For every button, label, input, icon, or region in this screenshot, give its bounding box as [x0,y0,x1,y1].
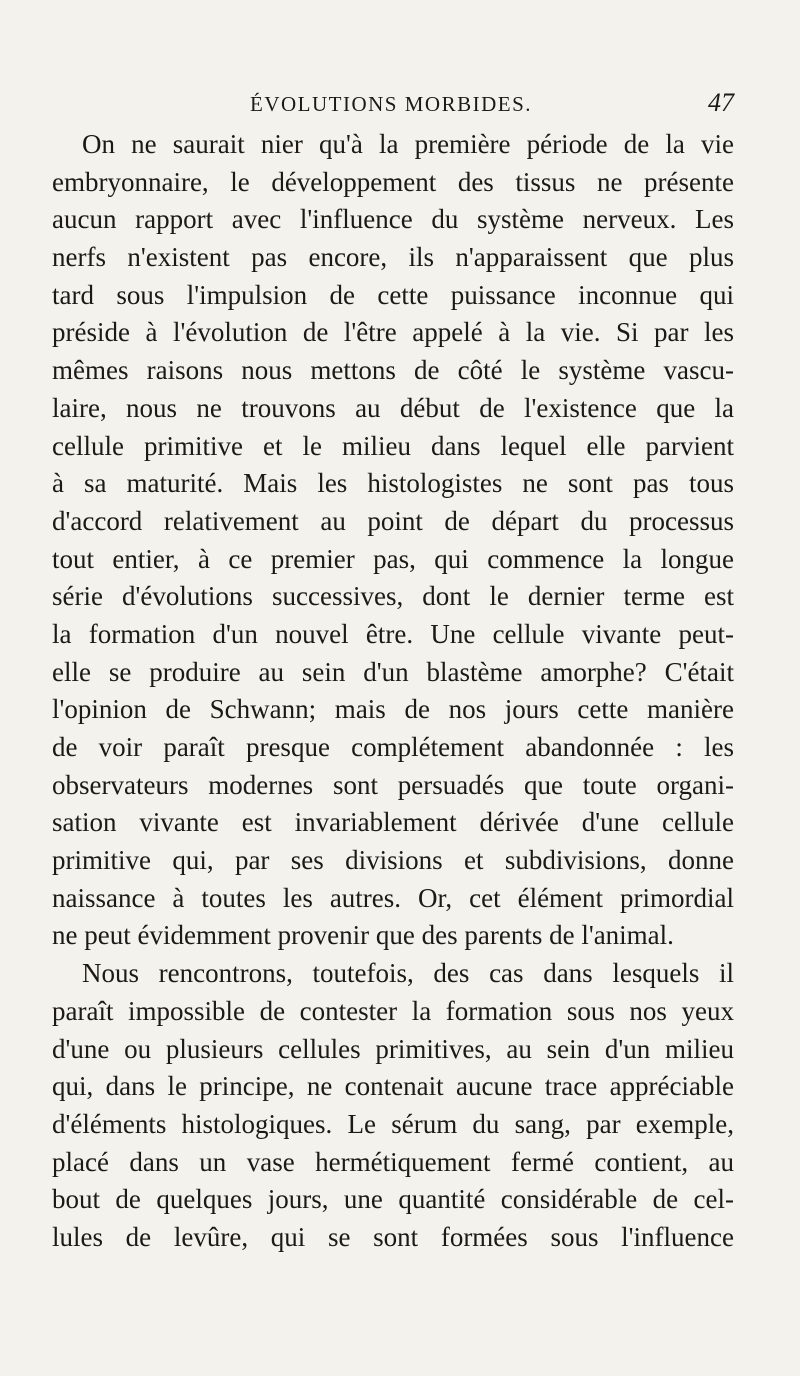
text-line: observateurs modernes sont persuadés que toute organi- [52,769,734,800]
text-line: sation vivante est invariablement dérivée d'une cellule [52,807,734,838]
text-line: elle se produire au sein d'un blastème amorphe? C'était [52,656,734,687]
text-line: nerfs n'existent pas encore, ils n'apparaissent que plus [52,242,734,273]
running-title: ÉVOLUTIONS MORBIDES. [250,92,532,116]
text-line: Nous rencontrons, toutefois, des cas dans lesquels il [82,958,734,989]
text-line: naissance à toutes les autres. Or, cet élément primordial [52,882,734,913]
text-line: tout entier, à ce premier pas, qui commence la longue [52,543,734,574]
text-line: bout de quelques jours, une quantité considérable de cel- [52,1184,734,1215]
text-line: mêmes raisons nous mettons de côté le système vascu- [52,355,734,386]
text-line: lules de levûre, qui se sont formées sous l'influence [52,1221,734,1252]
body-text [52,126,734,1257]
text-line: tard sous l'impulsion de cette puissance inconnue qui [52,279,734,310]
text-line: ne peut évidemment provenir que des parents de l'animal. [52,920,674,951]
text-line: l'opinion de Schwann; mais de nos jours cette manière [52,694,734,725]
text-line: d'accord relativement au point de départ du processus [52,505,734,536]
text-line: préside à l'évolution de l'être appelé à la vie. Si par les [52,317,734,348]
running-head [48,88,734,124]
text-line: cellule primitive et le milieu dans lequel elle parvient [52,430,734,461]
text-line: à sa maturité. Mais les histologistes ne sont pas tous [52,468,734,499]
text-line: embryonnaire, le développement des tissus ne présente [52,166,734,197]
text-line: laire, nous ne trouvons au début de l'existence que la [52,392,734,423]
text-line: la formation d'un nouvel être. Une cellule vivante peut- [52,618,734,649]
text-line: de voir paraît presque complétement abandonnée : les [52,732,734,762]
text-line: d'une ou plusieurs cellules primitives, au sein d'un milieu [52,1033,734,1064]
text-line: aucun rapport avec l'influence du système nerveux. Les [52,204,734,235]
text-line: On ne saurait nier qu'à la première période de la vie [82,129,734,159]
text-line: primitive qui, par ses divisions et subdivisions, donne [52,845,734,876]
text-line: série d'évolutions successives, dont le dernier terme est [52,581,734,612]
text-line: d'éléments histologiques. Le sérum du sang, par exemple, [52,1108,734,1139]
text-line: placé dans un vase hermétiquement fermé contient, au [52,1146,734,1177]
page-number: 47 [708,88,734,117]
text-line: qui, dans le principe, ne contenait aucune trace appréciable [52,1071,734,1102]
text-line: paraît impossible de contester la formation sous nos yeux [52,995,734,1026]
